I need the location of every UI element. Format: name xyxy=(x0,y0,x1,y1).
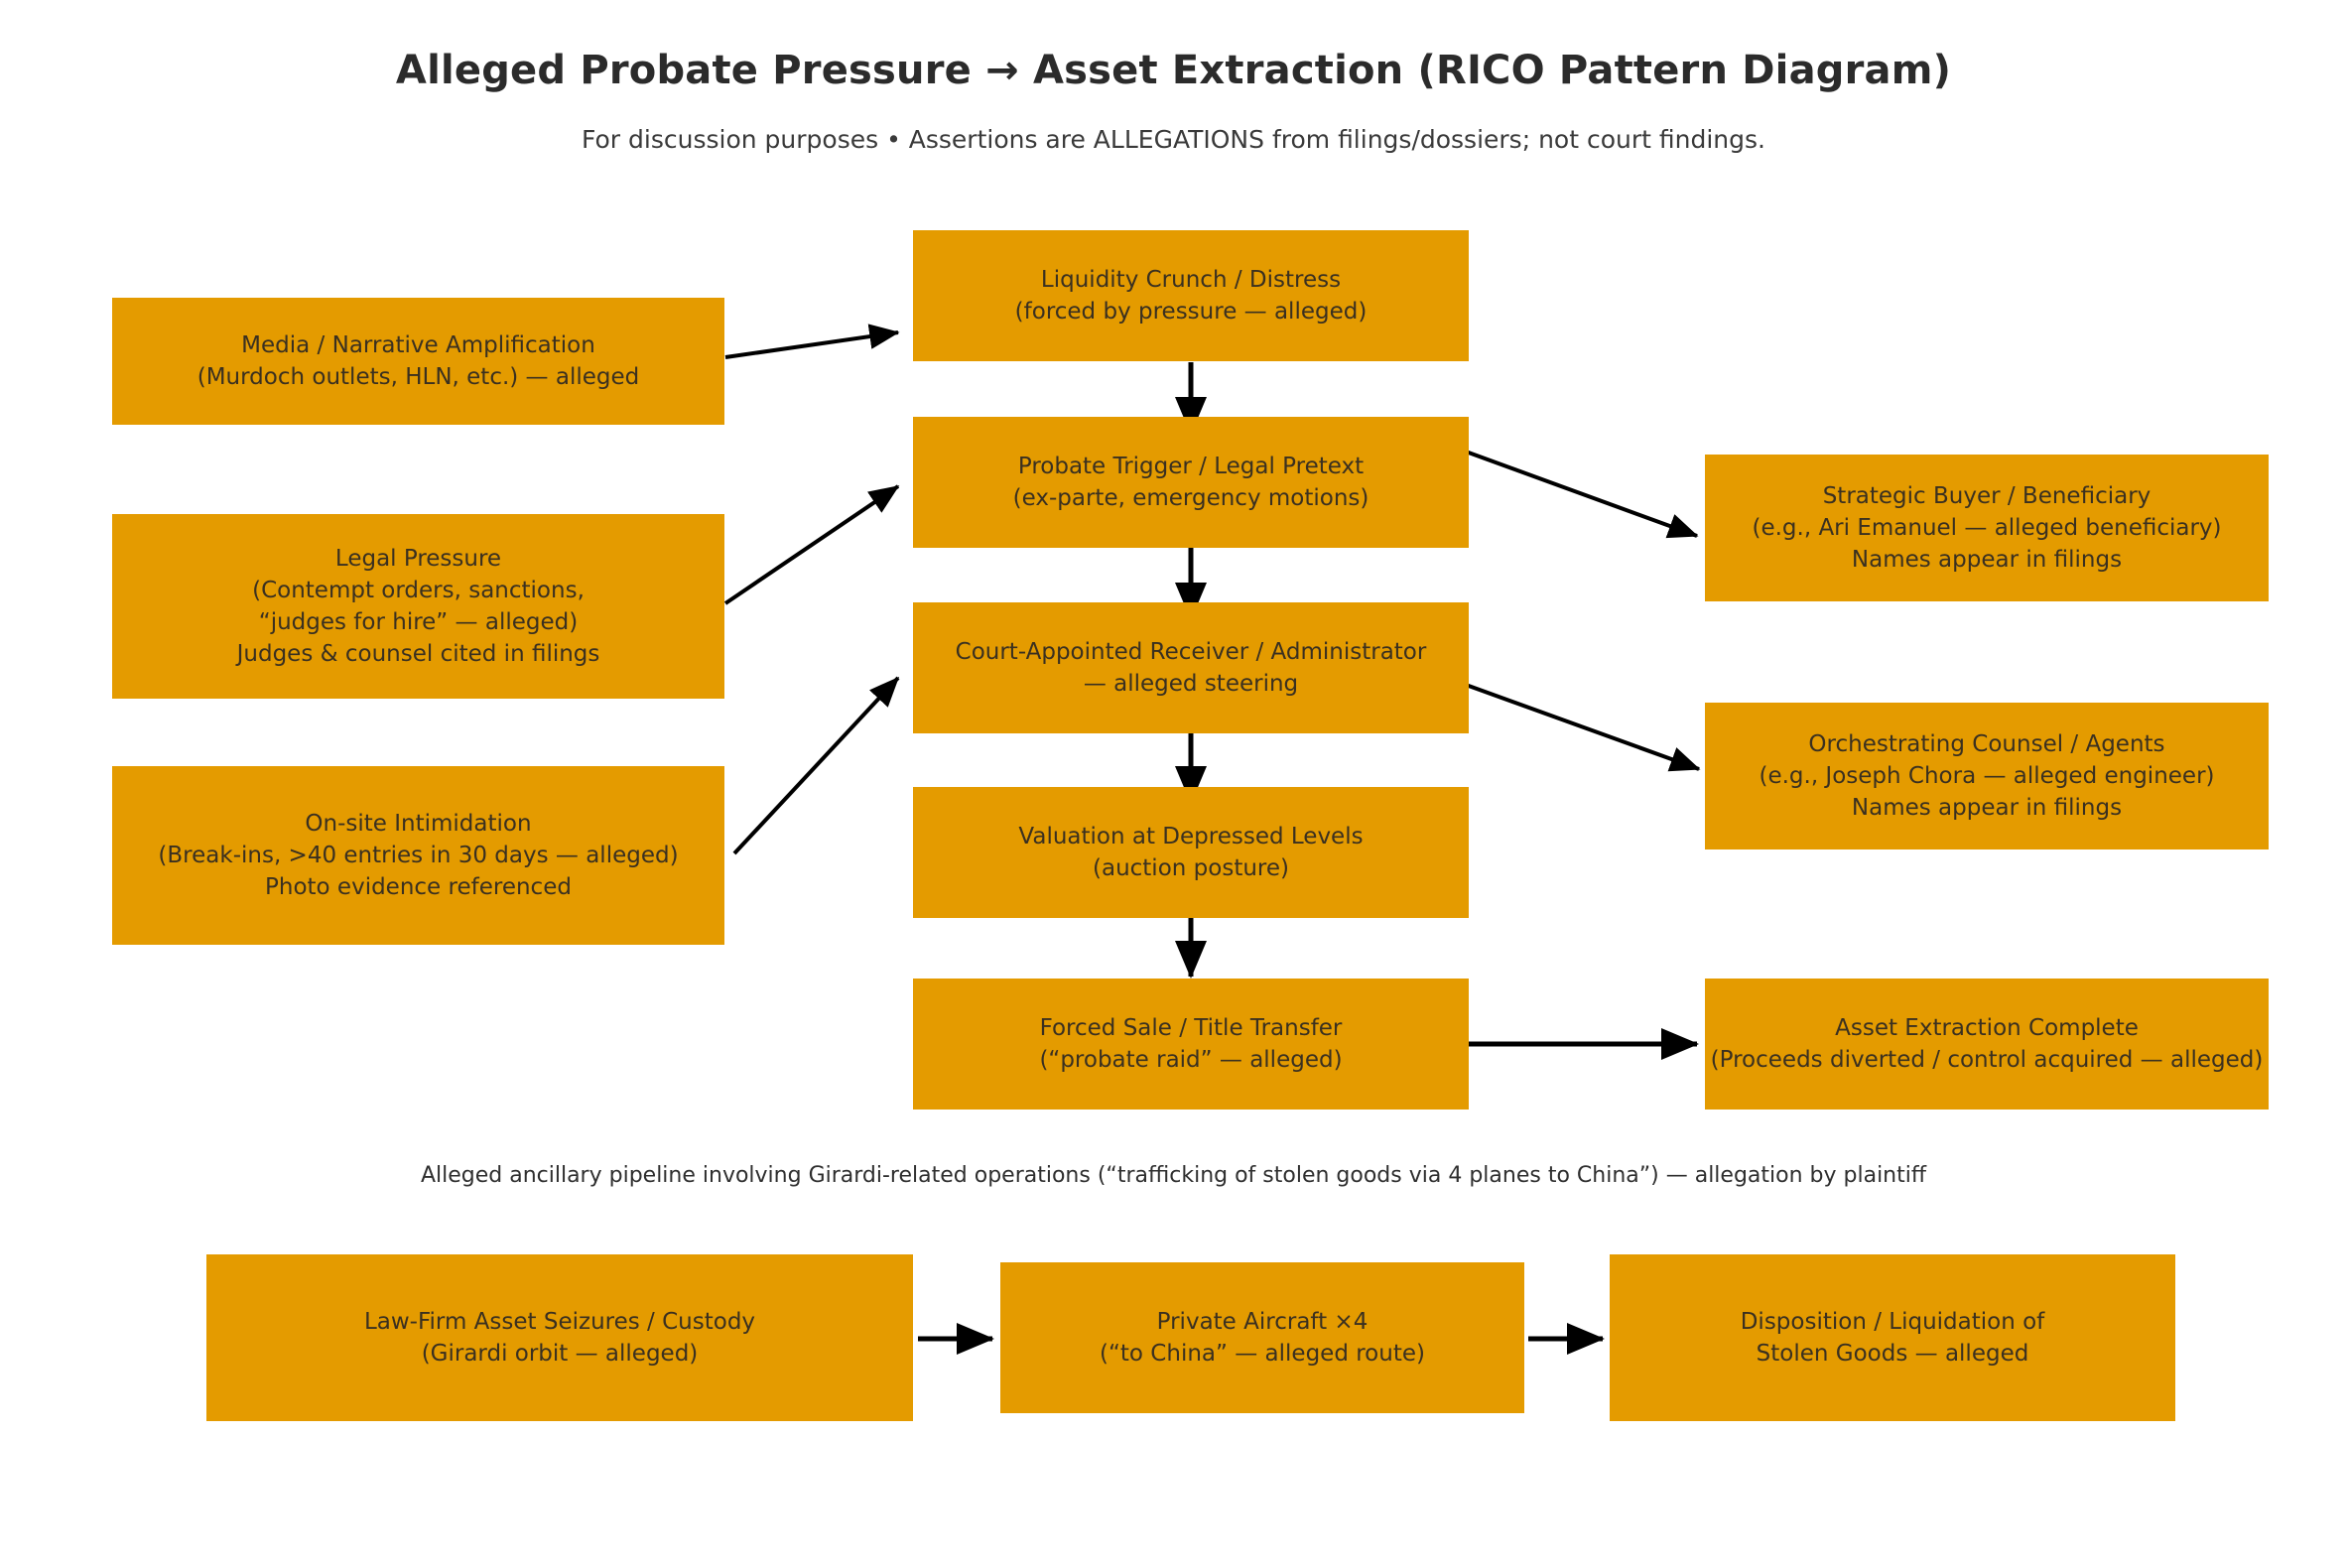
node-intimidation-line-2: (Break-ins, >40 entries in 30 days — alleged) xyxy=(158,842,679,868)
node-media-line-1: Media / Narrative Amplification xyxy=(241,331,595,358)
node-strategic-buyer-line-3: Names appear in filings xyxy=(1851,547,2123,574)
node-strategic-buyer-line-2: (e.g., Ari Emanuel — alleged beneficiary) xyxy=(1752,514,2222,541)
node-valuation-line-1: Valuation at Depressed Levels xyxy=(1018,823,1364,849)
node-orchestrating-counsel[interactable] xyxy=(1705,703,2269,849)
node-intimidation-line-3: Photo evidence referenced xyxy=(265,874,572,901)
node-legal-pressure-line-3: “judges for hire” — alleged) xyxy=(258,609,579,635)
node-forced-sale-line-1: Forced Sale / Title Transfer xyxy=(1039,1014,1343,1041)
page-title: Alleged Probate Pressure → Asset Extraction (RICO Pattern Diagram) xyxy=(395,48,1952,93)
node-media-line-2: (Murdoch outlets, HLN, etc.) — alleged xyxy=(196,364,640,390)
page-subtitle: For discussion purposes • Assertions are ALLEGATIONS from filings/dossiers; not court findings. xyxy=(582,125,1765,154)
node-extraction-line-2: (Proceeds diverted / control acquired — alleged) xyxy=(1710,1047,2264,1073)
node-valuation-depressed[interactable] xyxy=(913,787,1469,918)
node-liquidity-crunch[interactable] xyxy=(913,230,1469,361)
node-private-aircraft[interactable] xyxy=(1000,1262,1524,1413)
node-counsel-line-1: Orchestrating Counsel / Agents xyxy=(1808,730,2165,757)
node-liquidity-line-2: (forced by pressure — alleged) xyxy=(1014,299,1368,325)
node-asset-extraction-complete[interactable] xyxy=(1705,979,2269,1110)
node-counsel-line-2: (e.g., Joseph Chora — alleged engineer) xyxy=(1759,762,2215,789)
node-legal-pressure-line-1: Legal Pressure xyxy=(334,545,502,572)
node-law-firm-seizures[interactable] xyxy=(206,1254,913,1421)
ancillary-note-line-1: Alleged ancillary pipeline involving Girardi-related operations xyxy=(420,1163,1091,1188)
node-counsel-line-3: Names appear in filings xyxy=(1851,795,2123,822)
node-court-appointed-receiver[interactable] xyxy=(913,602,1469,733)
node-aircraft-line-2: (“to China” — alleged route) xyxy=(1100,1341,1425,1367)
ancillary-note-line-2: (“trafficking of stolen goods via 4 planes to China”) — allegation by plaintiff xyxy=(1097,1163,1927,1188)
node-legal-pressure-line-2: (Contempt orders, sanctions, xyxy=(252,577,585,603)
node-intimidation-line-1: On-site Intimidation xyxy=(305,810,532,837)
node-aircraft-line-1: Private Aircraft ×4 xyxy=(1156,1308,1369,1335)
node-seizures-line-2: (Girardi orbit — alleged) xyxy=(421,1341,699,1367)
node-strategic-buyer[interactable] xyxy=(1705,455,2269,601)
node-forced-sale-line-2: (“probate raid” — alleged) xyxy=(1039,1047,1343,1073)
node-media-amplification[interactable] xyxy=(112,298,724,425)
node-legal-pressure-line-4: Judges & counsel cited in filings xyxy=(236,641,600,668)
node-forced-sale[interactable] xyxy=(913,979,1469,1110)
node-receiver-line-1: Court-Appointed Receiver / Administrator xyxy=(955,638,1427,665)
node-onsite-intimidation[interactable] xyxy=(112,766,724,945)
node-receiver-line-2: — alleged steering xyxy=(1083,671,1299,697)
node-probate-line-2: (ex-parte, emergency motions) xyxy=(1012,485,1369,511)
node-probate-line-1: Probate Trigger / Legal Pretext xyxy=(1017,453,1365,479)
node-seizures-line-1: Law-Firm Asset Seizures / Custody xyxy=(363,1308,756,1335)
node-disposition-line-2: Stolen Goods — alleged xyxy=(1756,1341,2029,1367)
ancillary-note xyxy=(0,1161,2347,1191)
node-legal-pressure[interactable] xyxy=(112,514,724,699)
node-valuation-line-2: (auction posture) xyxy=(1093,855,1289,881)
node-strategic-buyer-line-1: Strategic Buyer / Beneficiary xyxy=(1822,482,2151,509)
node-extraction-line-1: Asset Extraction Complete xyxy=(1835,1014,2139,1041)
node-disposition-line-1: Disposition / Liquidation of xyxy=(1740,1308,2045,1335)
node-probate-trigger[interactable] xyxy=(913,417,1469,548)
node-liquidity-line-1: Liquidity Crunch / Distress xyxy=(1040,266,1342,293)
node-disposition-liquidation[interactable] xyxy=(1610,1254,2175,1421)
